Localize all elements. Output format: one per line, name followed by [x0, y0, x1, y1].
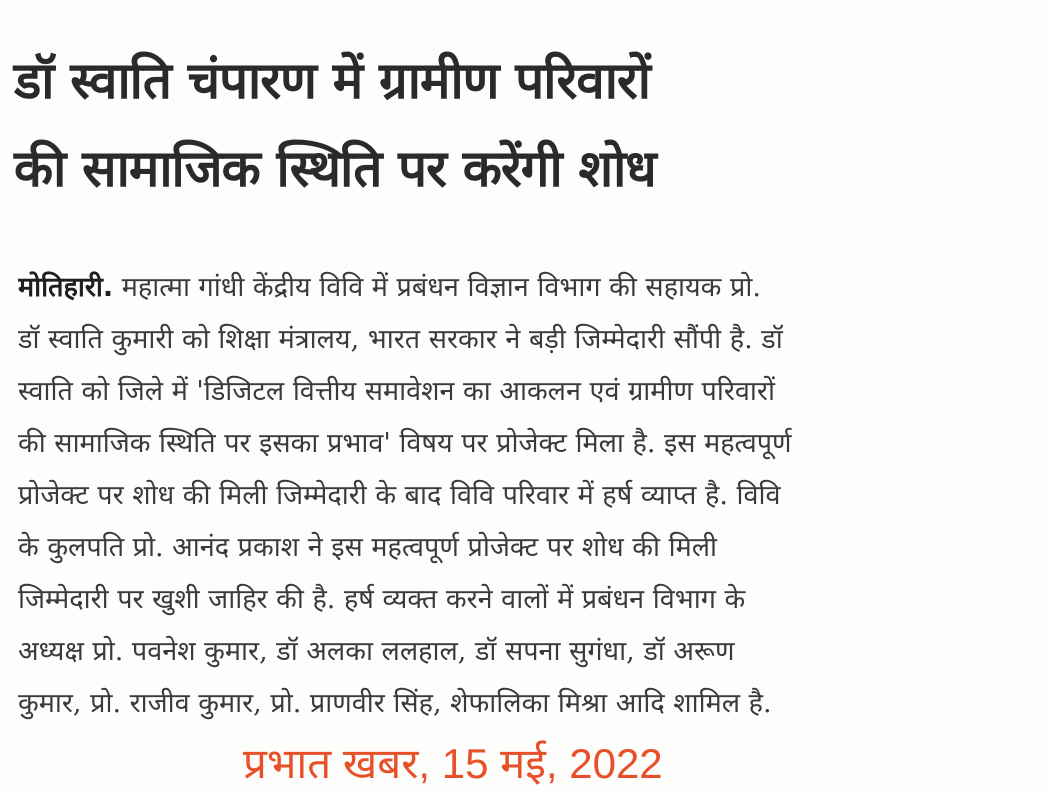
headline-line-2: की सामाजिक स्थिति पर करेंगी शोध [14, 140, 656, 199]
body-line-4: की सामाजिक स्थिति पर इसका प्रभाव' विषय पर प्रोजेक्ट मिला है. इस महत्वपूर्ण [18, 428, 792, 459]
headline [14, 38, 1034, 214]
body-line-7: जिम्मेदारी पर खुशी जाहिर की है. हर्ष व्यक्त करने वालों में प्रबंधन विभाग के [18, 584, 746, 615]
headline-line-1: डॉ स्वाति चंपारण में ग्रामीण परिवारों [14, 52, 650, 111]
body-line-text: महात्मा गांधी केंद्रीय विवि में प्रबंधन विज्ञान विभाग की सहायक प्रो. [121, 272, 761, 303]
body-line-3: स्वाति को जिले में 'डिजिटल वित्तीय समावेशन का आकलन एवं ग्रामीण परिवारों [18, 376, 775, 407]
body-line-8: अध्यक्ष प्रो. पवनेश कुमार, डॉ अलका ललहाल, डॉ सपना सुगंधा, डॉ अरूण [18, 636, 735, 667]
body-line-5: प्रोजेक्ट पर शोध की मिली जिम्मेदारी के बाद विवि परिवार में हर्ष व्याप्त है. विवि [18, 480, 781, 511]
dateline: मोतिहारी. [18, 272, 114, 303]
body-line-9: कुमार, प्रो. राजीव कुमार, प्रो. प्राणवीर सिंह, शेफालिका मिश्रा आदि शामिल है. [18, 688, 772, 719]
body-line-1 [18, 262, 1036, 314]
body-line-2: डॉ स्वाति कुमारी को शिक्षा मंत्रालय, भारत सरकार ने बड़ी जिम्मेदारी सौंपी है. डॉ [18, 324, 783, 355]
body-line-6: के कुलपति प्रो. आनंद प्रकाश ने इस महत्वपूर्ण प्रोजेक्ट पर शोध की मिली [18, 532, 718, 563]
source-caption: प्रभात खबर, 15 मई, 2022 [243, 740, 663, 787]
article-body [18, 262, 1036, 730]
